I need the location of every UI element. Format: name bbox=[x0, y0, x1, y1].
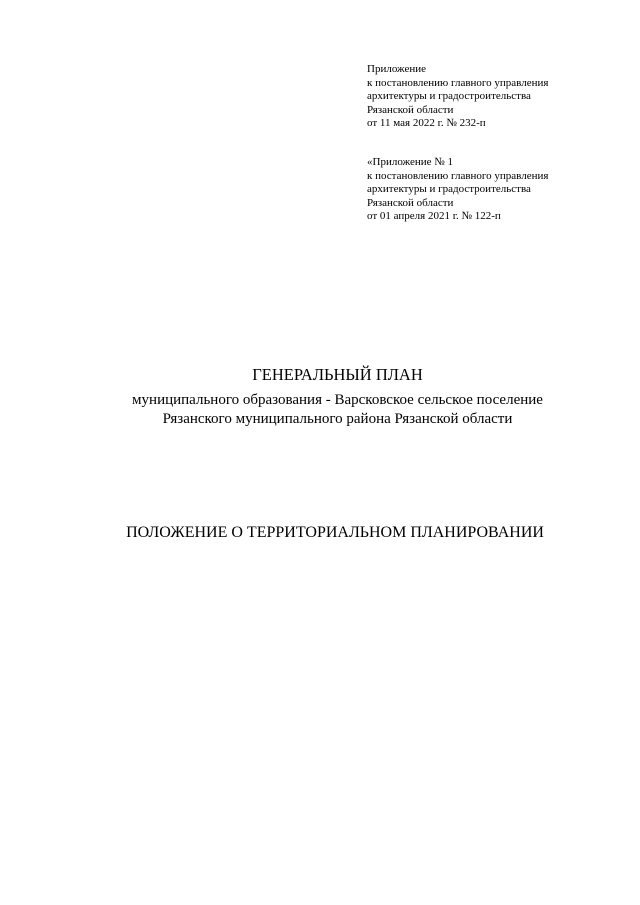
appendix-issuer-line-1: к постановлению главного управления bbox=[367, 76, 549, 89]
plan-heading bbox=[0, 365, 640, 429]
appendix-region: Рязанской области bbox=[367, 103, 454, 116]
plan-subtitle-line-1: муниципального образования - Варсковское сельское поселение bbox=[132, 392, 543, 408]
appendix-date-number: от 11 мая 2022 г. № 232-п bbox=[367, 117, 486, 129]
appendix-current-block bbox=[367, 63, 627, 131]
appendix-issuer-line-2: архитектуры и градостроительства bbox=[367, 90, 531, 102]
appendix-original-block bbox=[367, 156, 627, 224]
section-title: ПОЛОЖЕНИЕ О ТЕРРИТОРИАЛЬНОМ ПЛАНИРОВАНИИ bbox=[126, 524, 544, 541]
appendix-region: Рязанской области bbox=[367, 196, 454, 209]
plan-title: ГЕНЕРАЛЬНЫЙ ПЛАН bbox=[252, 365, 423, 384]
appendix-issuer-line-1: к постановлению главного управления bbox=[367, 169, 549, 182]
appendix-heading: Приложение bbox=[367, 63, 427, 75]
plan-subtitle-line-2: Рязанского муниципального района Рязанской области bbox=[162, 411, 513, 427]
appendix-issuer-line-2: архитектуры и градостроительства bbox=[367, 183, 531, 195]
appendix-heading: «Приложение № 1 bbox=[367, 156, 454, 168]
appendix-date-number: от 01 апреля 2021 г. № 122-п bbox=[367, 210, 501, 222]
